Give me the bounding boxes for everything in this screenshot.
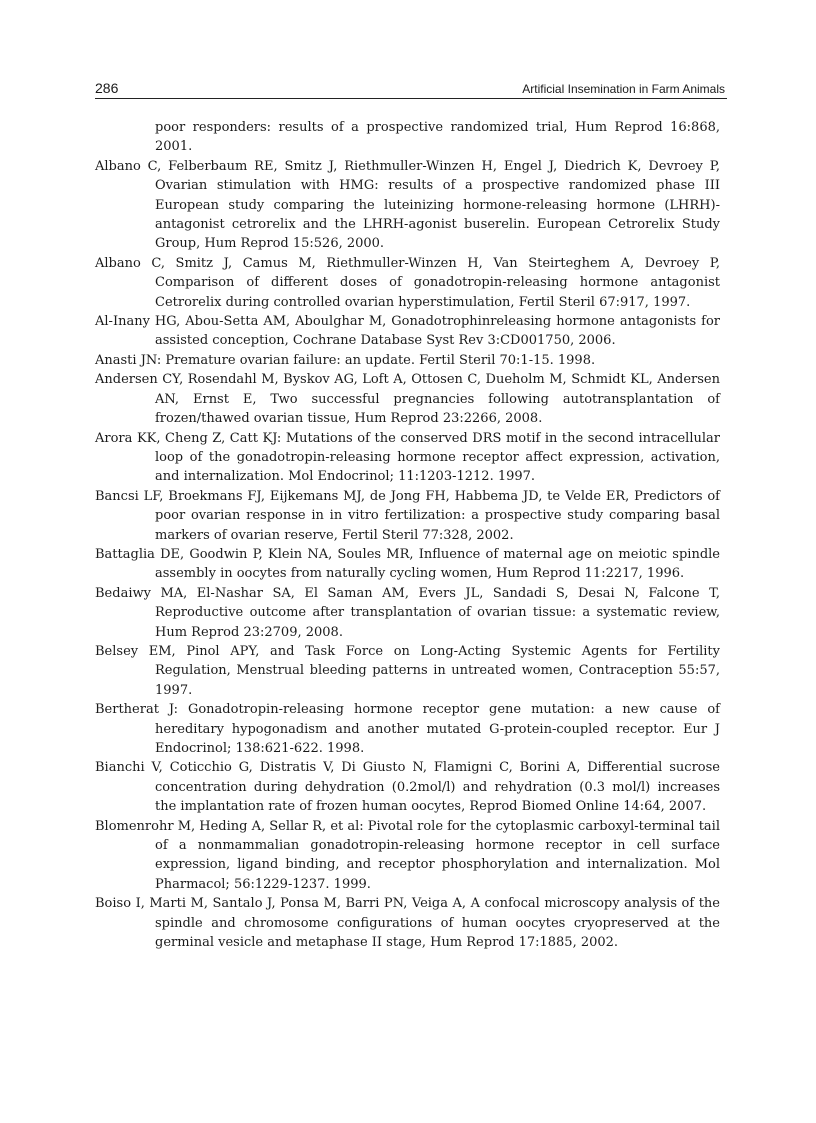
- reference-entry: Bedaiwy MA, El-Nashar SA, El Saman AM, Evers JL, Sandadi S, Desai N, Falcone T, Reproductive outcome after transplantation of ovarian tissue: a systematic review, Hum Reprod 23:2709, 2008.: [95, 585, 720, 640]
- reference-entry: Bancsi LF, Broekmans FJ, Eijkemans MJ, de Jong FH, Habbema JD, te Velde ER, Predictors of poor ovarian response in in vitro fertilization: a prospective study comparing basal markers of ovarian reserve, Fertil Steril 77:328, 2002.: [95, 488, 720, 543]
- reference-entry: Anasti JN: Premature ovarian failure: an update. Fertil Steril 70:1-15. 1998.: [95, 352, 596, 368]
- reference-entry: Arora KK, Cheng Z, Catt KJ: Mutations of the conserved DRS motif in the second intracellular loop of the gonadotropin-releasing hormone receptor affect expression, activation, and internalization. Mol Endocrinol; 11:1203-1212. 1997.: [95, 430, 720, 485]
- running-title: Artificial Insemination in Farm Animals: [522, 82, 725, 96]
- reference-entry: Belsey EM, Pinol APY, and Task Force on Long-Acting Systemic Agents for Fertility Regulation, Menstrual bleeding patterns in untreated women, Contraception 55:57, 1997.: [95, 643, 720, 698]
- reference-entry: poor responders: results of a prospective randomized trial, Hum Reprod 16:868, 2001.: [155, 120, 720, 155]
- reference-entry: Al-Inany HG, Abou-Setta AM, Aboulghar M, Gonadotrophinreleasing hormone antagonists for assisted conception, Cochrane Database Syst Rev 3:CD001750, 2006.: [95, 314, 720, 349]
- reference-entry: Boiso I, Marti M, Santalo J, Ponsa M, Barri PN, Veiga A, A confocal microscopy analysis of the spindle and chromosome configurations of human oocytes cryopreserved at the germinal vesicle and metaphase II stage, Hum Reprod 17:1885, 2002.: [95, 896, 720, 951]
- reference-entry: Battaglia DE, Goodwin P, Klein NA, Soules MR, Influence of maternal age on meiotic spindle assembly in oocytes from naturally cycling women, Hum Reprod 11:2217, 1996.: [95, 546, 720, 582]
- page-header: [95, 78, 727, 99]
- reference-entry: Bianchi V, Coticchio G, Distratis V, Di Giusto N, Flamigni C, Borini A, Differential sucrose concentration during dehydration (0.2mol/l) and rehydration (0.3 mol/l) increases the implantation rate of frozen human oocytes, Reprod Biomed Online 14:64, 2007.: [95, 760, 720, 815]
- reference-entry: Andersen CY, Rosendahl M, Byskov AG, Loft A, Ottosen C, Dueholm M, Schmidt KL, Andersen AN, Ernst E, Two successful pregnancies following autotransplantation of frozen/thawed ovarian tissue, Hum Reprod 23:2266, 2008.: [95, 372, 720, 427]
- reference-entry: Blomenrohr M, Heding A, Sellar R, et al: Pivotal role for the cytoplasmic carboxyl-terminal tail of a nonmammalian gonadotropin-releasing hormone receptor in cell surface expression, ligand binding, and receptor phosphorylation and internalization. Mol Pharmacol; 56:1229-1237. 1999.: [95, 818, 720, 892]
- reference-entry: Albano C, Felberbaum RE, Smitz J, Riethmuller-Winzen H, Engel J, Diedrich K, Devroey P, Ovarian stimulation with HMG: results of a prospective randomized phase III European study comparing the luteinizing hormone-releasing hormone (LHRH)-antagonist cetrorelix and the LHRH-agonist buserelin. European Cetrorelix Study Group, Hum Reprod 15:526, 2000.: [95, 158, 720, 252]
- reference-entry: Albano C, Smitz J, Camus M, Riethmuller-Winzen H, Van Steirteghem A, Devroey P, Comparison of different doses of gonadotropin-releasing hormone antagonist Cetrorelix during controlled ovarian hyperstimulation, Fertil Steril 67:917, 1997.: [95, 255, 720, 310]
- reference-list: [95, 118, 720, 952]
- page-number: 286: [95, 80, 119, 96]
- reference-entry: Bertherat J: Gonadotropin-releasing hormone receptor gene mutation: a new cause of hereditary hypogonadism and another mutated G-protein-coupled receptor. Eur J Endocrinol; 138:621-622. 1998.: [95, 702, 720, 756]
